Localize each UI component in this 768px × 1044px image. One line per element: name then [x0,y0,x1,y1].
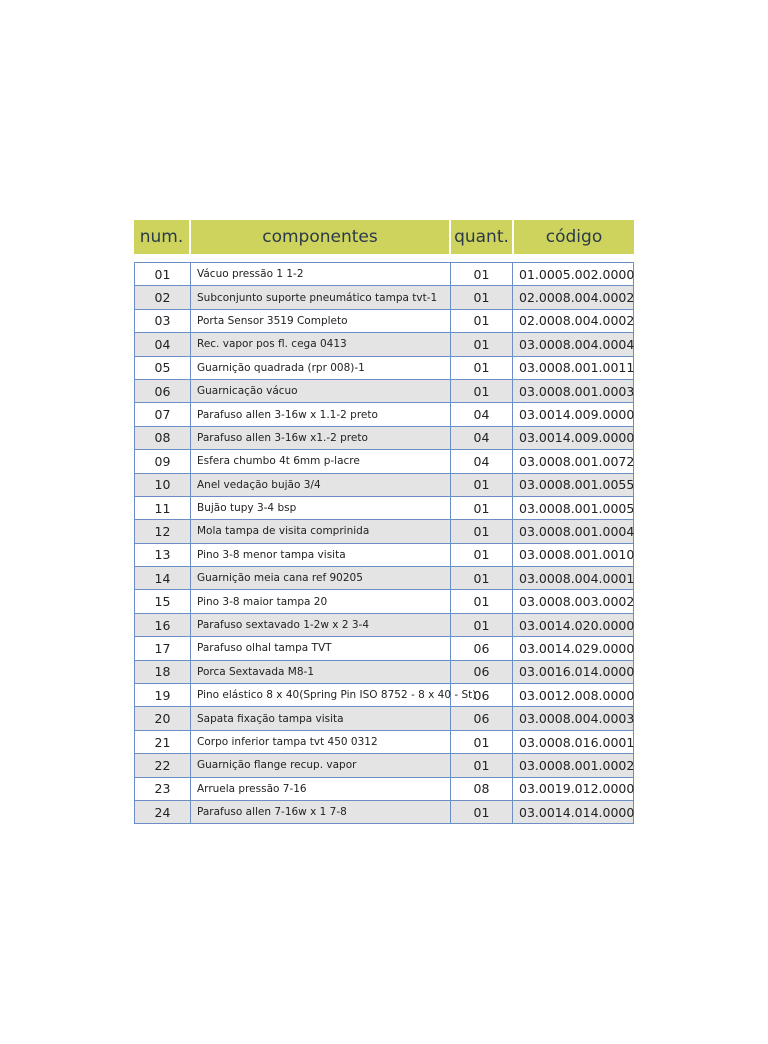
cell-codigo: 03.0008.001.0003 [519,383,635,399]
cell-codigo: 03.0008.004.0003 [519,711,635,727]
cell-componente: Porta Sensor 3519 Completo [191,310,451,332]
table-row [134,637,634,660]
cell-quant: 01 [451,474,513,496]
cell-quant: 01 [451,590,513,612]
cell-codigo: 03.0008.001.0005 [519,500,635,516]
cell-quant: 01 [451,731,513,753]
table-row [134,474,634,497]
cell-codigo: 03.0019.012.0000 [519,781,635,797]
cell-componente: Porca Sextavada M8-1 [191,661,451,683]
cell-codigo: 03.0014.009.0000 [519,407,635,423]
cell-quant: 04 [451,450,513,472]
table-row [134,333,634,356]
cell-codigo: 03.0008.004.0004 [519,336,635,352]
cell-componente: Rec. vapor pos fl. cega 0413 [191,333,451,355]
cell-quant: 01 [451,497,513,519]
table-row [134,497,634,520]
cell-quant: 01 [451,357,513,379]
cell-componente: Guarnição meia cana ref 90205 [191,567,451,589]
parts-table [134,262,634,824]
cell-codigo: 03.0014.009.0000 [519,430,635,446]
cell-num: 03 [135,310,191,332]
table-row [134,357,634,380]
cell-componente: Vácuo pressão 1 1-2 [191,263,451,285]
cell-componente: Parafuso olhal tampa TVT [191,637,451,659]
cell-quant: 01 [451,520,513,542]
cell-componente: Sapata fixação tampa visita [191,707,451,729]
cell-componente: Parafuso allen 7-16w x 1 7-8 [191,801,451,823]
cell-num: 20 [135,707,191,729]
cell-num: 04 [135,333,191,355]
cell-componente: Guarnição flange recup. vapor [191,754,451,776]
cell-componente: Bujão tupy 3-4 bsp [191,497,451,519]
table-row [134,801,634,824]
cell-quant: 06 [451,637,513,659]
cell-codigo: 03.0008.001.0055 [519,477,635,493]
cell-quant: 01 [451,754,513,776]
cell-componente: Parafuso allen 3-16w x1.-2 preto [191,427,451,449]
cell-quant: 04 [451,403,513,425]
table-row [134,567,634,590]
cell-num: 19 [135,684,191,706]
cell-quant: 01 [451,801,513,823]
header-componentes: componentes [191,220,449,254]
header-num: num. [134,220,189,254]
cell-num: 21 [135,731,191,753]
table-row [134,590,634,613]
table-row [134,520,634,543]
cell-codigo: 03.0012.008.0000 [519,687,635,703]
cell-codigo: 03.0016.014.0000 [519,664,635,680]
table-row [134,403,634,426]
table-row [134,450,634,473]
cell-num: 10 [135,474,191,496]
cell-quant: 01 [451,544,513,566]
cell-num: 09 [135,450,191,472]
cell-num: 17 [135,637,191,659]
cell-num: 22 [135,754,191,776]
cell-componente: Guarnicação vácuo [191,380,451,402]
cell-num: 05 [135,357,191,379]
cell-componente: Corpo inferior tampa tvt 450 0312 [191,731,451,753]
cell-componente: Pino 3-8 menor tampa visita [191,544,451,566]
cell-num: 18 [135,661,191,683]
cell-codigo: 03.0008.001.0010 [519,547,635,563]
header-codigo: código [514,220,634,254]
cell-componente: Pino elástico 8 x 40(Spring Pin ISO 8752 - 8 x 40 - St) [191,684,451,706]
cell-num: 24 [135,801,191,823]
cell-codigo: 03.0008.016.0001 [519,734,635,750]
table-row [134,684,634,707]
cell-codigo: 03.0008.004.0001 [519,570,635,586]
cell-num: 07 [135,403,191,425]
cell-codigo: 03.0008.001.0004 [519,523,635,539]
cell-componente: Guarnição quadrada (rpr 008)-1 [191,357,451,379]
cell-codigo: 03.0008.001.0011 [519,360,635,376]
table-row [134,661,634,684]
table-row [134,263,634,286]
cell-num: 08 [135,427,191,449]
cell-quant: 06 [451,661,513,683]
table-row [134,544,634,567]
table-row [134,614,634,637]
cell-codigo: 03.0008.003.0002 [519,594,635,610]
cell-num: 12 [135,520,191,542]
cell-codigo: 01.0005.002.0000 [519,266,635,282]
table-row [134,707,634,730]
cell-componente: Mola tampa de visita comprinida [191,520,451,542]
cell-quant: 04 [451,427,513,449]
cell-num: 14 [135,567,191,589]
cell-num: 23 [135,778,191,800]
cell-quant: 01 [451,310,513,332]
table-row [134,731,634,754]
cell-num: 06 [135,380,191,402]
cell-quant: 06 [451,684,513,706]
cell-quant: 06 [451,707,513,729]
cell-codigo: 03.0008.001.0002 [519,757,635,773]
header-quant: quant. [451,220,512,254]
table-header [134,220,634,254]
cell-codigo: 03.0008.001.0072 [519,453,635,469]
table-row [134,427,634,450]
cell-num: 11 [135,497,191,519]
cell-componente: Parafuso sextavado 1-2w x 2 3-4 [191,614,451,636]
cell-codigo: 03.0014.020.0000 [519,617,635,633]
cell-quant: 01 [451,286,513,308]
cell-quant: 01 [451,380,513,402]
cell-quant: 01 [451,263,513,285]
cell-codigo: 03.0014.014.0000 [519,804,635,820]
table-row [134,778,634,801]
cell-componente: Subconjunto suporte pneumático tampa tvt-1 [191,286,451,308]
table-row [134,286,634,309]
cell-codigo: 02.0008.004.0002 [519,290,635,306]
cell-componente: Anel vedação bujão 3/4 [191,474,451,496]
cell-componente: Esfera chumbo 4t 6mm p-lacre [191,450,451,472]
cell-num: 02 [135,286,191,308]
cell-num: 01 [135,263,191,285]
cell-quant: 01 [451,614,513,636]
cell-codigo: 03.0014.029.0000 [519,640,635,656]
cell-num: 15 [135,590,191,612]
cell-componente: Arruela pressão 7-16 [191,778,451,800]
cell-componente: Parafuso allen 3-16w x 1.1-2 preto [191,403,451,425]
cell-quant: 08 [451,778,513,800]
cell-quant: 01 [451,567,513,589]
cell-quant: 01 [451,333,513,355]
cell-num: 13 [135,544,191,566]
table-row [134,754,634,777]
table-row [134,380,634,403]
cell-componente: Pino 3-8 maior tampa 20 [191,590,451,612]
cell-codigo: 02.0008.004.0002 [519,313,635,329]
cell-num: 16 [135,614,191,636]
table-row [134,310,634,333]
